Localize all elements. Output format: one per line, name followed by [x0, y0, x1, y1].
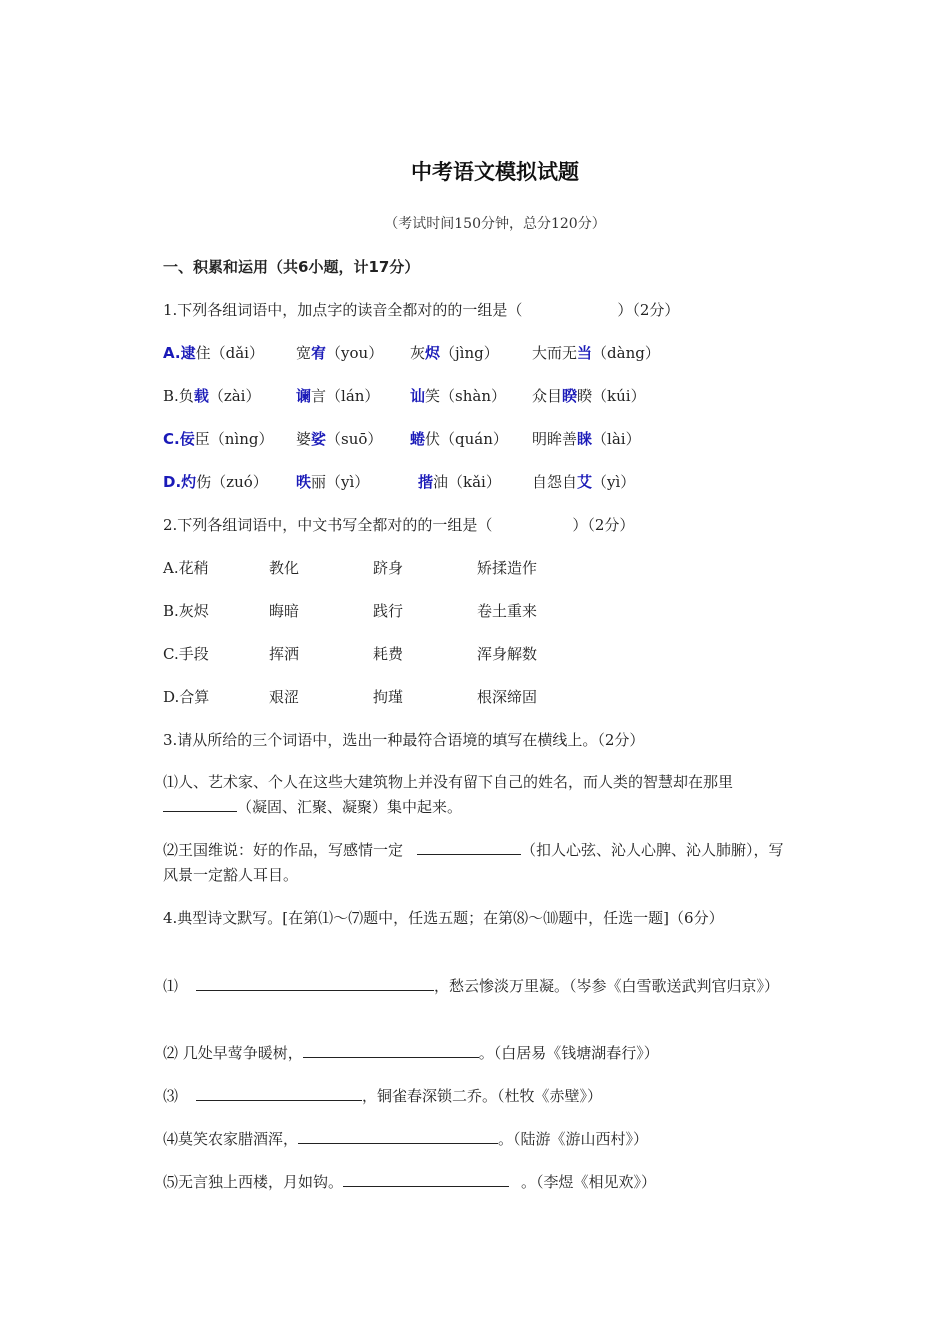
q2-word: 教化 [269, 559, 300, 577]
exam-info: （考试时间150分钟，总分120分） [384, 216, 606, 232]
word-rest: 臣（nìng） [194, 430, 274, 448]
answer-blank[interactable] [417, 838, 521, 855]
section-heading: 一、积累和运用（共6小题，计17分） [163, 258, 420, 276]
dotted-char: 娑 [311, 430, 327, 448]
word-prefix: 负 [178, 387, 194, 405]
word-prefix: 众目 [532, 387, 563, 405]
word-prefix: 自怨自 [532, 473, 578, 491]
poem-line: 。（陆游《游山西村》） [498, 1130, 649, 1148]
q4-item-4 [163, 1127, 793, 1152]
word-rest: （jìng） [440, 344, 499, 362]
q2-word: 艰涩 [269, 688, 300, 706]
poem-line: ，愁云惨淡万里凝。（岑参《白雪歌送武判官归京》） [434, 977, 780, 995]
option-label: C. [163, 430, 180, 448]
option-label: D. [163, 473, 182, 491]
answer-blank[interactable] [163, 795, 237, 812]
q4-item-5 [163, 1170, 793, 1195]
word-rest: 油（kǎi） [433, 473, 501, 491]
sub-question-text: ⑴人、艺术家、个人在这些大建筑物上并没有留下自己的姓名，而人类的智慧却在那里 [163, 773, 734, 791]
poem-line: ⑵ 几处早莺争暖树， [163, 1044, 303, 1062]
q2-word: C.手段 [163, 645, 209, 663]
poem-line: 。（白居易《钱塘湖春行》） [478, 1044, 659, 1062]
word-prefix: 明眸善 [532, 430, 578, 448]
dotted-char: 讪 [410, 387, 426, 405]
question-1-stem [163, 298, 793, 323]
q2-word: A.花稍 [163, 559, 209, 577]
word-rest: 伤（zuó） [196, 473, 268, 491]
q2-word: 根深缔固 [477, 688, 538, 706]
q4-item-3 [163, 1084, 793, 1109]
q2-word: 卷土重来 [477, 602, 538, 620]
dotted-char: 睽 [562, 387, 578, 405]
poem-line: ⑷莫笑农家腊酒浑， [163, 1130, 299, 1148]
q2-word: 矫揉造作 [477, 559, 538, 577]
word-rest: （dàng） [592, 344, 660, 362]
word-prefix: 大而无 [532, 344, 578, 362]
poem-line: 。（李煜《相见欢》） [521, 1173, 657, 1191]
word-rest: 言（lán） [311, 387, 380, 405]
option-label: A. [163, 344, 181, 362]
q2-word: D.合算 [163, 688, 210, 706]
dotted-char: 烬 [425, 344, 441, 362]
word-rest: 伏（quán） [425, 430, 508, 448]
q2-word: 耗费 [373, 645, 404, 663]
sub-question-text: （扣人心弦、沁人心脾、沁人肺腑），写风景一定豁人耳目。 [163, 841, 784, 884]
item-number: ⑴ [163, 977, 179, 995]
answer-blank[interactable] [343, 1170, 509, 1187]
sub-question-text: ⑵王国维说：好的作品，写感情一定 [163, 841, 404, 859]
word-prefix: 灰 [410, 344, 426, 362]
word-prefix: 婆 [296, 430, 312, 448]
dotted-char: 昳 [296, 473, 312, 491]
sub-question-text: （凝固、汇聚、凝聚）集中起来。 [237, 798, 463, 816]
word-rest: 睽（kúi） [577, 387, 646, 405]
q3-sub-1 [163, 770, 793, 820]
q2-word: 晦暗 [269, 602, 300, 620]
dotted-char: 佞 [179, 430, 195, 448]
dotted-char: 谰 [296, 387, 312, 405]
q2-word: 践行 [373, 602, 404, 620]
question-stem-text: 2.下列各组词语中，中文书写全都对的的一组是（ [163, 516, 493, 534]
question-4-stem: 4.典型诗文默写。[在第⑴～⑺题中，任选五题；在第⑻～⑽题中，任选一题]（6分） [163, 909, 724, 927]
q4-item-1 [163, 974, 793, 999]
question-3-stem: 3.请从所给的三个词语中，选出一种最符合语境的填写在横线上。（2分） [163, 731, 645, 749]
q4-item-2 [163, 1041, 793, 1066]
answer-blank[interactable] [196, 1084, 362, 1101]
poem-line: ⑸无言独上西楼，月如钩。 [163, 1173, 344, 1191]
q2-word: 拘瑾 [373, 688, 404, 706]
option-label: B. [163, 387, 179, 405]
word-rest: 笑（shàn） [425, 387, 506, 405]
question-stem-text: 1.下列各组词语中，加点字的读音全都对的的一组是（ [163, 301, 523, 319]
dotted-char: 睐 [577, 430, 593, 448]
word-rest: （yì） [592, 473, 636, 491]
answer-blank[interactable] [196, 974, 434, 991]
item-number: ⑶ [163, 1087, 179, 1105]
word-rest: （lài） [592, 430, 641, 448]
word-rest: （zài） [208, 387, 261, 405]
question-points: ）（2分） [617, 301, 680, 319]
word-rest: （you） [326, 344, 384, 362]
q3-sub-2 [163, 838, 793, 888]
poem-line: ，铜雀春深锁二乔。（杜牧《赤壁》） [362, 1087, 603, 1105]
q2-word: 挥洒 [269, 645, 300, 663]
dotted-char: 当 [577, 344, 593, 362]
answer-blank[interactable] [303, 1041, 479, 1058]
question-points: ）（2分） [572, 516, 635, 534]
dotted-char: 揩 [418, 473, 434, 491]
word-rest: （suō） [326, 430, 383, 448]
word-prefix: 宽 [296, 344, 312, 362]
page-title: 中考语文模拟试题 [411, 160, 579, 184]
dotted-char: 艾 [577, 473, 593, 491]
dotted-char: 灼 [181, 473, 197, 491]
dotted-char: 宥 [311, 344, 327, 362]
word-rest: 丽（yì） [311, 473, 370, 491]
q2-word: 跻身 [373, 559, 404, 577]
word-rest: 住（dǎi） [195, 344, 264, 362]
dotted-char: 蜷 [410, 430, 426, 448]
answer-blank[interactable] [298, 1127, 498, 1144]
question-2-stem [163, 513, 793, 538]
dotted-char: 载 [193, 387, 209, 405]
q2-word: B.灰烬 [163, 602, 209, 620]
dotted-char: 逮 [180, 344, 196, 362]
q2-word: 浑身解数 [477, 645, 538, 663]
